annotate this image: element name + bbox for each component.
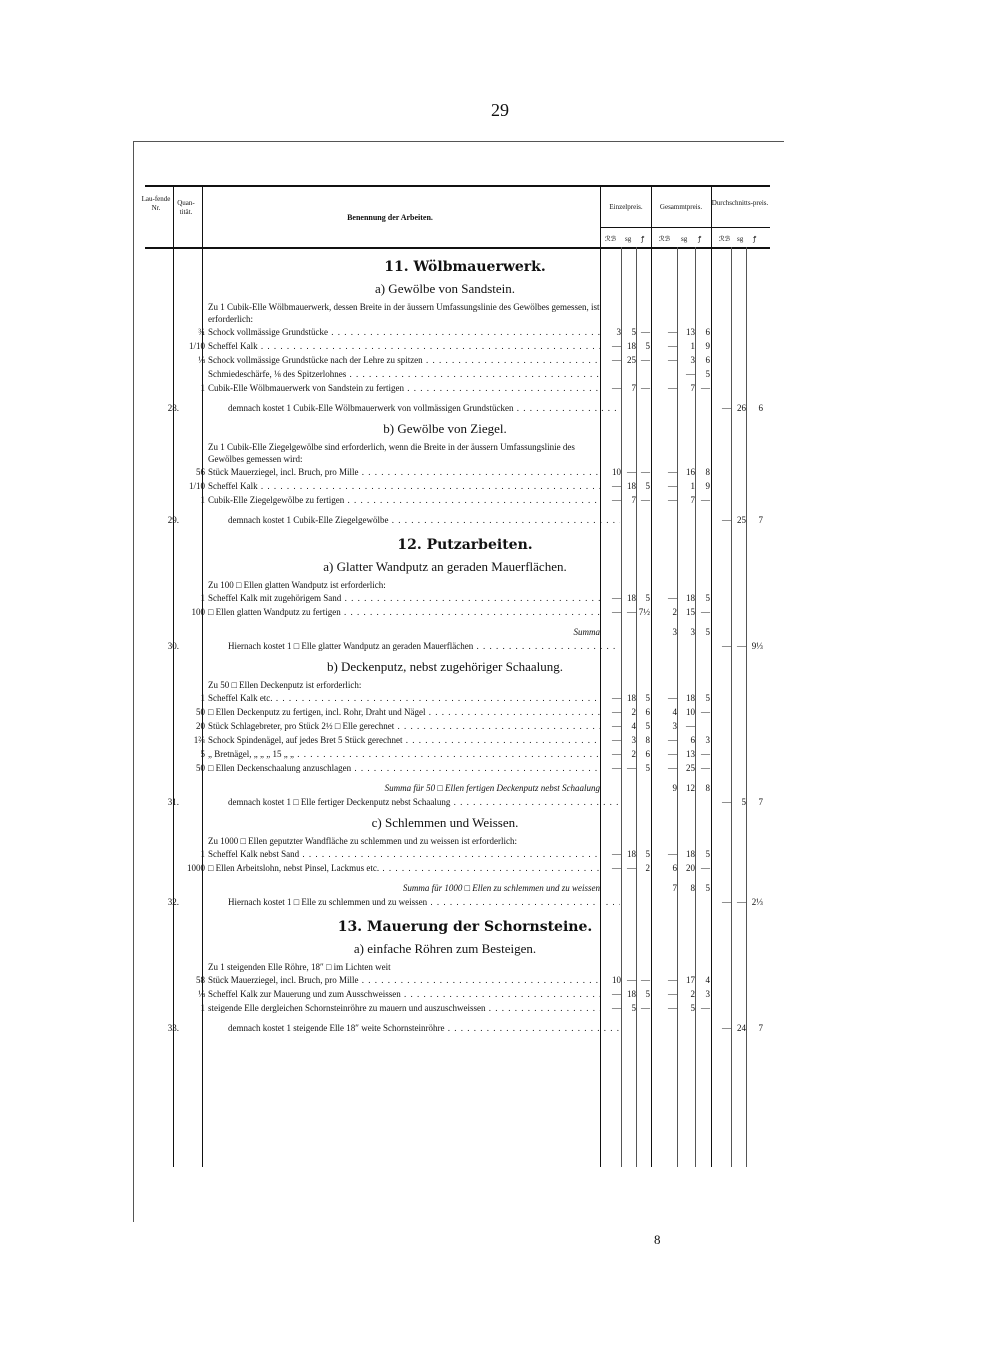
header-laufende-nr: Lau-fende Nr. bbox=[141, 195, 171, 212]
price-cell: 6 bbox=[705, 355, 710, 365]
item-text: Schmiedeschärfe, ⅛ des Spitzerlohnes . . . bbox=[208, 367, 600, 381]
price-cell: 5 bbox=[705, 849, 710, 859]
quantity-cell: 20 bbox=[196, 721, 205, 731]
price-cell: — bbox=[701, 749, 710, 759]
price-cell: — bbox=[701, 383, 710, 393]
price-cell: — bbox=[612, 355, 621, 365]
item-row bbox=[145, 325, 770, 339]
item-row bbox=[145, 847, 770, 861]
price-cell: 6 bbox=[645, 707, 650, 717]
quantity-cell: 58 bbox=[196, 975, 205, 985]
price-cell: 3 bbox=[616, 327, 621, 337]
price-cell: — bbox=[668, 495, 677, 505]
quantity-cell: 1/10 bbox=[188, 341, 205, 351]
total-row-31: 31. demnach kostet 1 □ Elle fertiger Deckenputz nebst Schaalung . . . — 5 7 bbox=[145, 795, 770, 809]
price-cell: 1 bbox=[690, 481, 695, 491]
intro-12a: Zu 100 □ Ellen glatten Wandputz ist erforderlich: bbox=[208, 580, 386, 590]
price-cell: 6 bbox=[705, 327, 710, 337]
price-cell: 17 bbox=[686, 975, 695, 985]
price-cell: — bbox=[668, 735, 677, 745]
price-cell: — bbox=[686, 369, 695, 379]
page-number-top: 29 bbox=[491, 100, 509, 120]
price-cell: — bbox=[627, 863, 636, 873]
quantity-cell: 100 bbox=[191, 607, 205, 617]
item-text: Scheffel Kalk zur Mauerung und zum Ausschweissen . . . bbox=[208, 987, 600, 1001]
item-text: □ Ellen Arbeitslohn, nebst Pinsel, Lackmus etc. . . . bbox=[208, 861, 600, 875]
price-cell: — bbox=[668, 355, 677, 365]
sheet-number: 8 bbox=[654, 1232, 661, 1247]
price-cell: 5 bbox=[631, 1003, 636, 1013]
price-cell: 9 bbox=[705, 481, 710, 491]
item-row bbox=[145, 861, 770, 875]
price-cell: 2 bbox=[645, 863, 650, 873]
price-cell: 10 bbox=[612, 975, 621, 985]
price-cell: 25 bbox=[627, 355, 636, 365]
price-cell: 4 bbox=[705, 975, 710, 985]
header-einzelpreis: Einzelpreis. bbox=[609, 203, 643, 211]
section-title-13: 13. Mauerung der Schornsteine. bbox=[337, 919, 593, 935]
price-cell: 3 bbox=[631, 735, 636, 745]
total-row-33: 33. demnach kostet 1 steigende Elle 18″ weite Schornsteinröhre . . . — 24 7 bbox=[145, 1021, 770, 1035]
item-row bbox=[145, 705, 770, 719]
intro-13a: Zu 1 steigenden Elle Röhre, 18″ □ im Lichten weit bbox=[208, 962, 391, 972]
item-text: Cubik-Elle Ziegelgewölbe zu fertigen . . . bbox=[208, 493, 600, 507]
item-row bbox=[145, 987, 770, 1001]
summa-row-12c: Summa für 1000 □ Ellen zu schlemmen und zu weissen 7 8 5 bbox=[402, 883, 710, 893]
price-cell: — bbox=[612, 849, 621, 859]
price-cell: 18 bbox=[627, 341, 636, 351]
price-cell: 5 bbox=[645, 481, 650, 491]
item-row bbox=[145, 973, 770, 987]
price-cell: — bbox=[612, 481, 621, 491]
table-header: Lau-fende Nr. Quan-tität. Benennung der Arbeiten. Einzelpreis. Gesammtpreis. Durchschnitts-preis. ℛℬ sg ꝭ ℛℬ sg ꝭ ℛℬ sg ꝭ bbox=[145, 185, 770, 249]
price-cell: 18 bbox=[627, 849, 636, 859]
price-cell: 5 bbox=[645, 989, 650, 999]
price-cell: 2 bbox=[672, 607, 677, 617]
item-row bbox=[145, 381, 770, 395]
price-cell: 18 bbox=[686, 849, 695, 859]
price-cell: — bbox=[612, 863, 621, 873]
price-cell: 18 bbox=[627, 593, 636, 603]
price-cell: — bbox=[612, 495, 621, 505]
price-cell: 7 bbox=[690, 495, 695, 505]
price-cell: 4 bbox=[631, 721, 636, 731]
price-cell: 13 bbox=[686, 749, 695, 759]
item-text: „ Bretnägel, „ „ „ 15 „ „ . . . bbox=[208, 747, 600, 761]
price-cell: — bbox=[668, 467, 677, 477]
price-cell: — bbox=[612, 989, 621, 999]
price-cell: 5 bbox=[645, 849, 650, 859]
section-title-12: 12. Putzarbeiten. bbox=[397, 537, 533, 553]
price-cell: — bbox=[641, 467, 650, 477]
quantity-cell: 56 bbox=[196, 467, 205, 477]
price-cell: — bbox=[627, 607, 636, 617]
summa-row-12a: Summa 3 3 5 bbox=[573, 627, 710, 637]
price-cell: — bbox=[668, 341, 677, 351]
price-cell: 5 bbox=[705, 593, 710, 603]
section-title-11: 11. Wölbmauerwerk. bbox=[384, 259, 546, 275]
intro-12b: Zu 50 □ Ellen Deckenputz ist erforderlich: bbox=[208, 680, 362, 690]
price-cell: 2 bbox=[631, 707, 636, 717]
price-cell: — bbox=[701, 495, 710, 505]
price-cell: — bbox=[641, 383, 650, 393]
cost-table bbox=[141, 185, 770, 1035]
item-text: Stück Mauerziegel, incl. Bruch, pro Mille . . . bbox=[208, 465, 600, 479]
price-cell: 5 bbox=[645, 763, 650, 773]
price-cell: — bbox=[612, 607, 621, 617]
price-cell: 1 bbox=[690, 341, 695, 351]
item-text: Schock vollmässige Grundstücke . . . bbox=[208, 325, 600, 339]
item-row bbox=[145, 719, 770, 733]
price-cell: — bbox=[612, 707, 621, 717]
price-cell: — bbox=[627, 467, 636, 477]
price-cell: 18 bbox=[686, 693, 695, 703]
item-text: Schock Spindenägel, auf jedes Bret 5 Stück gerechnet . . . bbox=[208, 733, 600, 747]
price-cell: — bbox=[627, 763, 636, 773]
total-row-28: 28. demnach kostet 1 Cubik-Elle Wölbmauerwerk von vollmässigen Grundstücken . . . — 26 6 bbox=[145, 401, 770, 415]
quantity-cell: 1000 bbox=[187, 863, 205, 873]
item-text: □ Ellen Deckenschaalung anzuschlagen . . . bbox=[208, 761, 600, 775]
price-cell: — bbox=[612, 721, 621, 731]
quantity-cell: 50 bbox=[196, 763, 205, 773]
item-text: Cubik-Elle Wölbmauerwerk von Sandstein zu fertigen . . . bbox=[208, 381, 600, 395]
item-row bbox=[145, 493, 770, 507]
price-cell: 7 bbox=[690, 383, 695, 393]
item-row bbox=[145, 691, 770, 705]
price-cell: 18 bbox=[627, 693, 636, 703]
item-row bbox=[145, 465, 770, 479]
total-row-30: 30. Hiernach kostet 1 □ Elle glatter Wandputz an geraden Mauerflächen . . . — — 9⅓ bbox=[145, 639, 770, 653]
price-cell: 18 bbox=[686, 593, 695, 603]
item-text: □ Ellen Deckenputz zu fertigen, incl. Rohr, Draht und Nägel . . . bbox=[208, 705, 600, 719]
subsection-title-11a: a) Gewölbe von Sandstein. bbox=[374, 281, 516, 296]
price-cell: — bbox=[641, 975, 650, 985]
quantity-cell: 1 bbox=[200, 849, 205, 859]
price-cell: 18 bbox=[627, 989, 636, 999]
price-cell: 8 bbox=[645, 735, 650, 745]
price-cell: — bbox=[701, 707, 710, 717]
quantity-cell: ¾ bbox=[198, 327, 205, 337]
item-text: Scheffel Kalk nebst Sand . . . bbox=[208, 847, 600, 861]
quantity-cell: 1 bbox=[200, 383, 205, 393]
price-cell: 5 bbox=[645, 721, 650, 731]
price-cell: — bbox=[668, 989, 677, 999]
subsection-title-12a: a) Glatter Wandputz an geraden Mauerflächen. bbox=[323, 559, 567, 574]
price-cell: — bbox=[668, 975, 677, 985]
price-cell: 5 bbox=[645, 341, 650, 351]
price-cell: 2 bbox=[690, 989, 695, 999]
price-cell: — bbox=[612, 735, 621, 745]
price-cell: — bbox=[668, 327, 677, 337]
header-gesammtpreis: Gesammtpreis. bbox=[659, 203, 703, 211]
price-cell: — bbox=[701, 607, 710, 617]
quantity-cell: 1 bbox=[200, 495, 205, 505]
quantity-cell: 5 bbox=[200, 749, 205, 759]
item-text: Schock vollmässige Grundstücke nach der Lehre zu spitzen . . . bbox=[208, 353, 600, 367]
price-cell: 25 bbox=[686, 763, 695, 773]
price-cell: — bbox=[612, 593, 621, 603]
item-text: Scheffel Kalk . . . bbox=[208, 339, 600, 353]
price-cell: — bbox=[641, 327, 650, 337]
price-cell: 16 bbox=[686, 467, 695, 477]
item-row bbox=[145, 353, 770, 367]
total-row-29: 29. demnach kostet 1 Cubik-Elle Ziegelgewölbe . . . — 25 7 bbox=[145, 513, 770, 527]
header-durchschnittspreis: Durchschnitts-preis. bbox=[711, 199, 769, 207]
item-text: Stück Mauerziegel, incl. Bruch, pro Mille . . . bbox=[208, 973, 600, 987]
price-cell: 5 bbox=[645, 593, 650, 603]
price-cell: 10 bbox=[686, 707, 695, 717]
price-cell: — bbox=[668, 481, 677, 491]
quantity-cell: 1/10 bbox=[188, 481, 205, 491]
item-text: steigende Elle dergleichen Schornsteinröhre zu mauern und auszuschweissen . . . bbox=[208, 1001, 600, 1015]
price-cell: — bbox=[612, 383, 621, 393]
price-cell: — bbox=[641, 355, 650, 365]
price-cell: — bbox=[612, 1003, 621, 1013]
item-row bbox=[145, 747, 770, 761]
price-cell: 7 bbox=[631, 383, 636, 393]
quantity-cell: ⅛ bbox=[198, 989, 205, 999]
price-cell: — bbox=[612, 749, 621, 759]
price-cell: — bbox=[668, 693, 677, 703]
quantity-cell: ⅛ bbox=[198, 355, 205, 365]
quantity-cell: 1 bbox=[200, 1003, 205, 1013]
price-cell: 5 bbox=[705, 369, 710, 379]
price-cell: — bbox=[641, 495, 650, 505]
price-cell: 10 bbox=[612, 467, 621, 477]
price-cell: 6 bbox=[690, 735, 695, 745]
price-cell: 3 bbox=[672, 721, 677, 731]
subsection-title-11b: b) Gewölbe von Ziegel. bbox=[383, 421, 507, 436]
item-text: Scheffel Kalk mit zugehörigem Sand . . . bbox=[208, 591, 600, 605]
price-cell: — bbox=[668, 593, 677, 603]
price-cell: 15 bbox=[686, 607, 695, 617]
intro-11b: Zu 1 Cubik-Elle Ziegelgewölbe sind erforderlich, wenn die Breite in der äussern Umfassungslinie des Gewölbes gemessen wird: bbox=[208, 442, 575, 464]
item-text: Stück Schlagebreter, pro Stück 2½ □ Elle gerechnet . . . bbox=[208, 719, 600, 733]
price-cell: — bbox=[668, 763, 677, 773]
quantity-cell: 1⅔ bbox=[193, 735, 205, 745]
intro-12c: Zu 1000 □ Ellen geputzter Wandfläche zu schlemmen und zu weissen ist erforderlich: bbox=[208, 836, 517, 846]
item-text: Scheffel Kalk . . . bbox=[208, 479, 600, 493]
header-benennung: Benennung der Arbeiten. bbox=[347, 213, 433, 222]
price-cell: 6 bbox=[645, 749, 650, 759]
price-cell: 6 bbox=[672, 863, 677, 873]
price-cell: 13 bbox=[686, 327, 695, 337]
price-cell: — bbox=[701, 1003, 710, 1013]
price-cell: — bbox=[668, 1003, 677, 1013]
item-row bbox=[145, 733, 770, 747]
subsection-title-12c: c) Schlemmen und Weissen. bbox=[371, 815, 519, 830]
price-cell: 5 bbox=[705, 693, 710, 703]
item-row bbox=[145, 479, 770, 493]
item-row bbox=[145, 367, 770, 381]
price-cell: 18 bbox=[627, 481, 636, 491]
price-cell: 7 bbox=[631, 495, 636, 505]
price-cell: 7½ bbox=[638, 607, 650, 617]
summa-row-12b: Summa für 50 □ Ellen fertigen Deckenputz nebst Schaalung 9 12 8 bbox=[384, 783, 710, 793]
quantity-cell: 50 bbox=[196, 707, 205, 717]
price-cell: — bbox=[668, 749, 677, 759]
price-cell: — bbox=[668, 849, 677, 859]
price-cell: — bbox=[668, 383, 677, 393]
price-cell: 20 bbox=[686, 863, 695, 873]
subsection-title-12b: b) Deckenputz, nebst zugehöriger Schaalung. bbox=[326, 659, 564, 674]
price-cell: 2 bbox=[631, 749, 636, 759]
item-row bbox=[145, 591, 770, 605]
price-cell: — bbox=[612, 341, 621, 351]
price-cell: 5 bbox=[631, 327, 636, 337]
price-cell: — bbox=[612, 763, 621, 773]
price-cell: — bbox=[612, 693, 621, 703]
price-cell: — bbox=[701, 763, 710, 773]
price-cell: 8 bbox=[705, 467, 710, 477]
price-cell: 3 bbox=[705, 735, 710, 745]
item-row bbox=[145, 605, 770, 619]
price-cell: — bbox=[627, 975, 636, 985]
price-cell: 5 bbox=[690, 1003, 695, 1013]
quantity-cell: 1 bbox=[200, 593, 205, 603]
subsection-title-13a: a) einfache Röhren zum Besteigen. bbox=[353, 941, 537, 956]
item-row bbox=[145, 761, 770, 775]
item-text: Scheffel Kalk etc. . . . bbox=[208, 691, 600, 705]
price-cell: 5 bbox=[645, 693, 650, 703]
item-text: □ Ellen glatten Wandputz zu fertigen . . . bbox=[208, 605, 600, 619]
intro-11a: Zu 1 Cubik-Elle Wölbmauerwerk, dessen Breite in der äussern Umfassungslinie des Gewölbes gemessen, ist erforderlich: bbox=[208, 302, 600, 324]
price-cell: 3 bbox=[705, 989, 710, 999]
price-cell: 9 bbox=[705, 341, 710, 351]
item-row bbox=[145, 1001, 770, 1015]
header-quantitaet: Quan-tität. bbox=[177, 199, 195, 216]
quantity-cell: 1 bbox=[200, 693, 205, 703]
price-cell: — bbox=[686, 721, 695, 731]
total-row-32: 32. Hiernach kostet 1 □ Elle zu schlemmen und zu weissen . . . — — 2⅓ bbox=[145, 895, 770, 909]
price-cell: — bbox=[701, 863, 710, 873]
price-cell: — bbox=[641, 1003, 650, 1013]
item-row bbox=[145, 339, 770, 353]
price-cell: 4 bbox=[672, 707, 677, 717]
price-cell: 3 bbox=[690, 355, 695, 365]
